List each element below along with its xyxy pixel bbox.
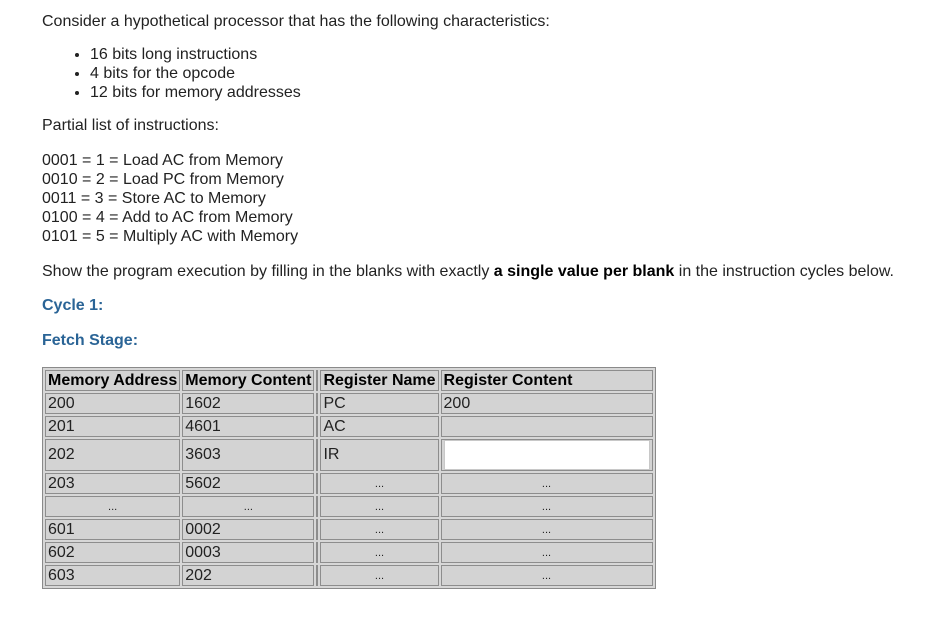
register-name-cell: AC bbox=[320, 416, 438, 437]
register-content-cell: ... bbox=[441, 565, 653, 586]
memory-address-cell: 201 bbox=[45, 416, 180, 437]
register-content-cell bbox=[441, 416, 653, 437]
memory-content-cell: 3603 bbox=[182, 439, 314, 471]
column-separator bbox=[316, 473, 318, 494]
memory-address-cell: 200 bbox=[45, 393, 180, 414]
memory-address-cell: 602 bbox=[45, 542, 180, 563]
header-register-content: Register Content bbox=[441, 370, 653, 391]
stage-heading: Fetch Stage: bbox=[42, 332, 139, 349]
memory-content-cell: 4601 bbox=[182, 416, 314, 437]
table-row bbox=[45, 565, 653, 586]
column-separator bbox=[316, 496, 318, 517]
memory-content-cell: 5602 bbox=[182, 473, 314, 494]
register-name-cell: IR bbox=[320, 439, 438, 471]
memory-address-cell: ... bbox=[45, 496, 180, 517]
instruction-item: 0001 = 1 = Load AC from Memory bbox=[42, 152, 284, 169]
memory-address-cell: 203 bbox=[45, 473, 180, 494]
memory-content-cell: 1602 bbox=[182, 393, 314, 414]
register-content-cell: ... bbox=[441, 542, 653, 563]
characteristics-list bbox=[42, 45, 951, 102]
memory-address-cell: 603 bbox=[45, 565, 180, 586]
header-register-name: Register Name bbox=[320, 370, 438, 391]
column-separator bbox=[316, 370, 318, 391]
table-header-row bbox=[45, 370, 653, 391]
fetch-stage-table bbox=[42, 367, 656, 589]
table-row bbox=[45, 496, 653, 517]
memory-address-cell: 202 bbox=[45, 439, 180, 471]
partial-list-title: Partial list of instructions: bbox=[42, 117, 219, 134]
register-name-cell: ... bbox=[320, 542, 438, 563]
table-row bbox=[45, 416, 653, 437]
table-row bbox=[45, 542, 653, 563]
instruction-item: 0101 = 5 = Multiply AC with Memory bbox=[42, 228, 299, 245]
column-separator bbox=[316, 565, 318, 586]
header-memory-address: Memory Address bbox=[45, 370, 180, 391]
list-item: • 4 bits for the opcode bbox=[90, 64, 951, 83]
column-separator bbox=[316, 393, 318, 414]
column-separator bbox=[316, 439, 318, 471]
instruction-list bbox=[42, 151, 951, 246]
register-content-cell: 200 bbox=[441, 393, 653, 414]
ir-answer-input[interactable] bbox=[444, 440, 650, 470]
list-item: • 12 bits for memory addresses bbox=[90, 83, 951, 102]
table-row bbox=[45, 519, 653, 540]
register-name-cell: ... bbox=[320, 496, 438, 517]
register-content-cell: ... bbox=[441, 473, 653, 494]
instructions-prompt bbox=[42, 262, 951, 281]
list-item: • 16 bits long instructions bbox=[90, 45, 951, 64]
column-separator bbox=[316, 519, 318, 540]
register-name-cell: ... bbox=[320, 565, 438, 586]
register-content-cell bbox=[441, 439, 653, 471]
instruction-item: 0010 = 2 = Load PC from Memory bbox=[42, 171, 284, 188]
memory-address-cell: 601 bbox=[45, 519, 180, 540]
register-content-cell: ... bbox=[441, 496, 653, 517]
memory-content-cell: 0002 bbox=[182, 519, 314, 540]
memory-content-cell: 0003 bbox=[182, 542, 314, 563]
prompt-text-end: in the instruction cycles below. bbox=[674, 263, 894, 280]
memory-content-cell: ... bbox=[182, 496, 314, 517]
table-row bbox=[45, 439, 653, 471]
prompt-text-start: Show the program execution by filling in the blanks with exactly bbox=[42, 263, 494, 280]
register-name-cell: ... bbox=[320, 519, 438, 540]
register-content-cell: ... bbox=[441, 519, 653, 540]
prompt-emphasis: a single value per blank bbox=[493, 263, 675, 280]
cycle-heading: Cycle 1: bbox=[42, 297, 104, 314]
table-row bbox=[45, 473, 653, 494]
instruction-item: 0011 = 3 = Store AC to Memory bbox=[42, 190, 266, 207]
column-separator bbox=[316, 416, 318, 437]
register-name-cell: PC bbox=[320, 393, 438, 414]
register-name-cell: ... bbox=[320, 473, 438, 494]
intro-text: Consider a hypothetical processor that has the following characteristics: bbox=[42, 13, 550, 30]
table-row bbox=[45, 393, 653, 414]
column-separator bbox=[316, 542, 318, 563]
memory-content-cell: 202 bbox=[182, 565, 314, 586]
header-memory-content: Memory Content bbox=[182, 370, 314, 391]
instruction-item: 0100 = 4 = Add to AC from Memory bbox=[42, 209, 293, 226]
